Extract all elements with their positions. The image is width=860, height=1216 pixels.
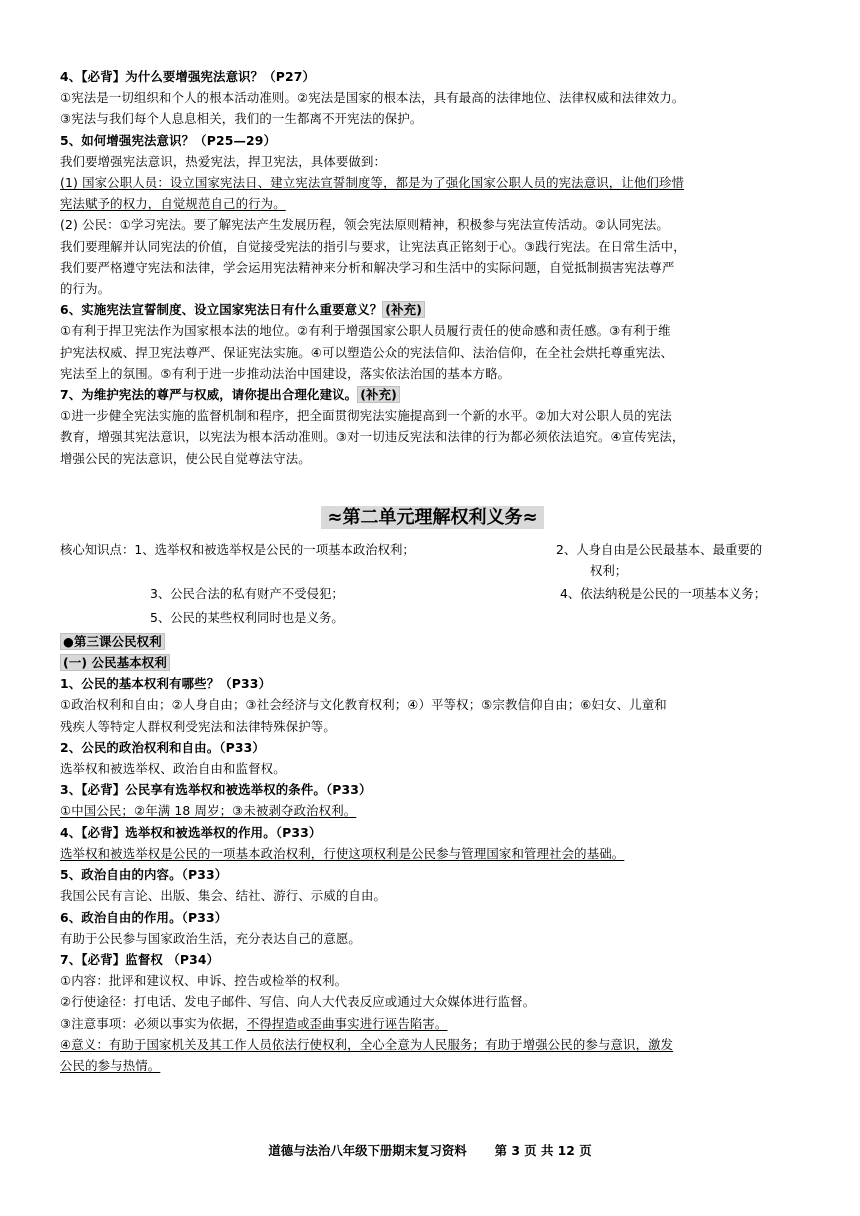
answer-text: 公民的参与热情。 bbox=[60, 1057, 161, 1073]
footer-title: 道德与法治八年级下册期末复习资料 bbox=[268, 1143, 467, 1158]
unit-title-text: ≈第二单元理解权利义务≈ bbox=[321, 506, 543, 529]
question-heading: 3、【必背】公民享有选举权和被选举权的条件。（P33） bbox=[60, 782, 372, 798]
answer-text: ③注意事项：必须以事实为依据，不得捏造或歪曲事实进行诬告陷害。 bbox=[60, 1015, 448, 1031]
underlined-phrase: 不得捏造或歪曲事实进行诬告陷害。 bbox=[246, 1015, 448, 1031]
question-text: 7、为维护宪法的尊严与权威，请你提出合理化建议。 bbox=[60, 387, 358, 403]
core-point-4: 4、依法纳税是公民的一项基本义务； bbox=[560, 585, 767, 601]
question-heading: 1、公民的基本权利有哪些？（P33） bbox=[60, 676, 272, 692]
question-heading: 4、【必背】选举权和被选举权的作用。（P33） bbox=[60, 824, 322, 840]
answer-text: 教育，增强其宪法意识，以宪法为根本活动准则。③对一切违反宪法和法律的行为都必须依法追究。④宣传宪法， bbox=[60, 429, 685, 445]
answer-text: ①宪法是一切组织和个人的根本活动准则。②宪法是国家的根本法，具有最高的法律地位、法律权威和法律效力。 bbox=[60, 90, 685, 106]
answer-text: 宪法赋予的权力，自觉规范自己的行为。 bbox=[60, 196, 286, 212]
core-point-2-cont: 权利； bbox=[590, 562, 628, 578]
answer-text: ④意义：有助于国家机关及其工作人员依法行使权利，全心全意为人民服务；有助于增强公民的参与意识，激发 bbox=[60, 1036, 674, 1052]
answer-text: (2) 公民：①学习宪法。要了解宪法产生发展历程，领会宪法原则精神，积极参与宪法宣传活动。②认同宪法。 bbox=[60, 217, 669, 233]
core-point-2: 2、人身自由是公民最基本、最重要的 bbox=[556, 541, 763, 557]
supplement-badge: (补充) bbox=[382, 301, 425, 318]
core-knowledge-points bbox=[60, 539, 805, 631]
answer-text: 残疾人等特定人群权利受宪法和法律特殊保护等。 bbox=[60, 718, 336, 734]
supplement-badge: (补充) bbox=[357, 386, 400, 403]
question-heading: 6、政治自由的作用。（P33） bbox=[60, 909, 228, 925]
answer-text: 的行为。 bbox=[60, 281, 111, 297]
question-heading: 2、公民的政治权利和自由。（P33） bbox=[60, 739, 265, 755]
page-footer bbox=[0, 1141, 860, 1159]
answer-text: ①有利于捍卫宪法作为国家根本法的地位。②有利于增强国家公职人员履行责任的使命感和责任感。③有利于维 bbox=[60, 323, 671, 339]
core-point-3: 3、公民合法的私有财产不受侵犯； bbox=[150, 585, 344, 601]
question-heading: 5、如何增强宪法意识？（P25—29） bbox=[60, 132, 277, 148]
unit-title bbox=[60, 503, 805, 533]
core-point-5: 5、公民的某些权利同时也是义务。 bbox=[150, 609, 344, 625]
answer-text: ③宪法与我们每个人息息相关，我们的一生都离不开宪法的保护。 bbox=[60, 111, 423, 127]
answer-text: ①中国公民；②年满 18 周岁；③未被剥夺政治权利。 bbox=[60, 803, 357, 819]
answer-text: 有助于公民参与国家政治生活，充分表达自己的意愿。 bbox=[60, 930, 361, 946]
question-text: 6、实施宪法宣誓制度、设立国家宪法日有什么重要意义？ bbox=[60, 302, 383, 318]
question-heading: 5、政治自由的内容。（P33） bbox=[60, 867, 228, 883]
answer-text: ①进一步健全宪法实施的监督机制和程序，把全面贯彻宪法实施提高到一个新的水平。②加大对公职人员的宪法 bbox=[60, 408, 672, 424]
answer-text: 增强公民的宪法意识，使公民自觉尊法守法。 bbox=[60, 450, 311, 466]
answer-text: 我们要理解并认同宪法的价值，自觉接受宪法的指引与要求，让宪法真正铭刻于心。③践行宪法。在日常生活中， bbox=[60, 238, 686, 254]
question-heading: 7、【必背】监督权 （P34） bbox=[60, 951, 220, 967]
question-heading: 4、【必背】为什么要增强宪法意识？（P27） bbox=[60, 69, 316, 84]
answer-text: ①政治权利和自由；②人身自由；③社会经济与文化教育权利；④）平等权；⑤宗教信仰自由；⑥妇女、儿童和 bbox=[60, 697, 667, 713]
answer-text: 我们要增强宪法意识，热爱宪法，捍卫宪法，具体要做到： bbox=[60, 153, 387, 169]
question-heading bbox=[60, 299, 805, 320]
answer-text: 我们要严格遵守宪法和法律，学会运用宪法精神来分析和解决学习和生活中的实际问题，自觉抵制损害宪法尊严 bbox=[60, 259, 675, 275]
answer-text: 选举权和被选举权、政治自由和监督权。 bbox=[60, 761, 286, 777]
document-page bbox=[60, 66, 805, 1076]
answer-text: 我国公民有言论、出版、集会、结社、游行、示威的自由。 bbox=[60, 888, 387, 904]
answer-text: ①内容：批评和建议权、申诉、控告或检举的权利。 bbox=[60, 973, 348, 989]
answer-text: (1) 国家公职人员：设立国家宪法日、建立宪法宣誓制度等，都是为了强化国家公职人员的宪法意识，让他们珍惜 bbox=[60, 175, 685, 191]
section-title: (一) 公民基本权利 bbox=[60, 652, 805, 673]
answer-text: 护宪法权威、捍卫宪法尊严、保证宪法实施。④可以塑造公众的宪法信仰、法治信仰，在全社会烘托尊重宪法、 bbox=[60, 344, 674, 360]
answer-text: 选举权和被选举权是公民的一项基本政治权利，行使这项权利是公民参与管理国家和管理社会的基础。 bbox=[60, 845, 625, 861]
page-number: 第 3 页 共 12 页 bbox=[494, 1143, 592, 1158]
core-point-1: 核心知识点：1、选举权和被选举权是公民的一项基本政治权利； bbox=[60, 541, 415, 557]
lesson-title: ●第三课公民权利 bbox=[60, 631, 805, 652]
question-heading bbox=[60, 384, 805, 405]
answer-text: ②行使途径：打电话、发电子邮件、写信、向人大代表反应或通过大众媒体进行监督。 bbox=[60, 994, 536, 1010]
answer-text: 宪法至上的氛围。⑤有利于进一步推动法治中国建设，落实依法治国的基本方略。 bbox=[60, 365, 511, 381]
